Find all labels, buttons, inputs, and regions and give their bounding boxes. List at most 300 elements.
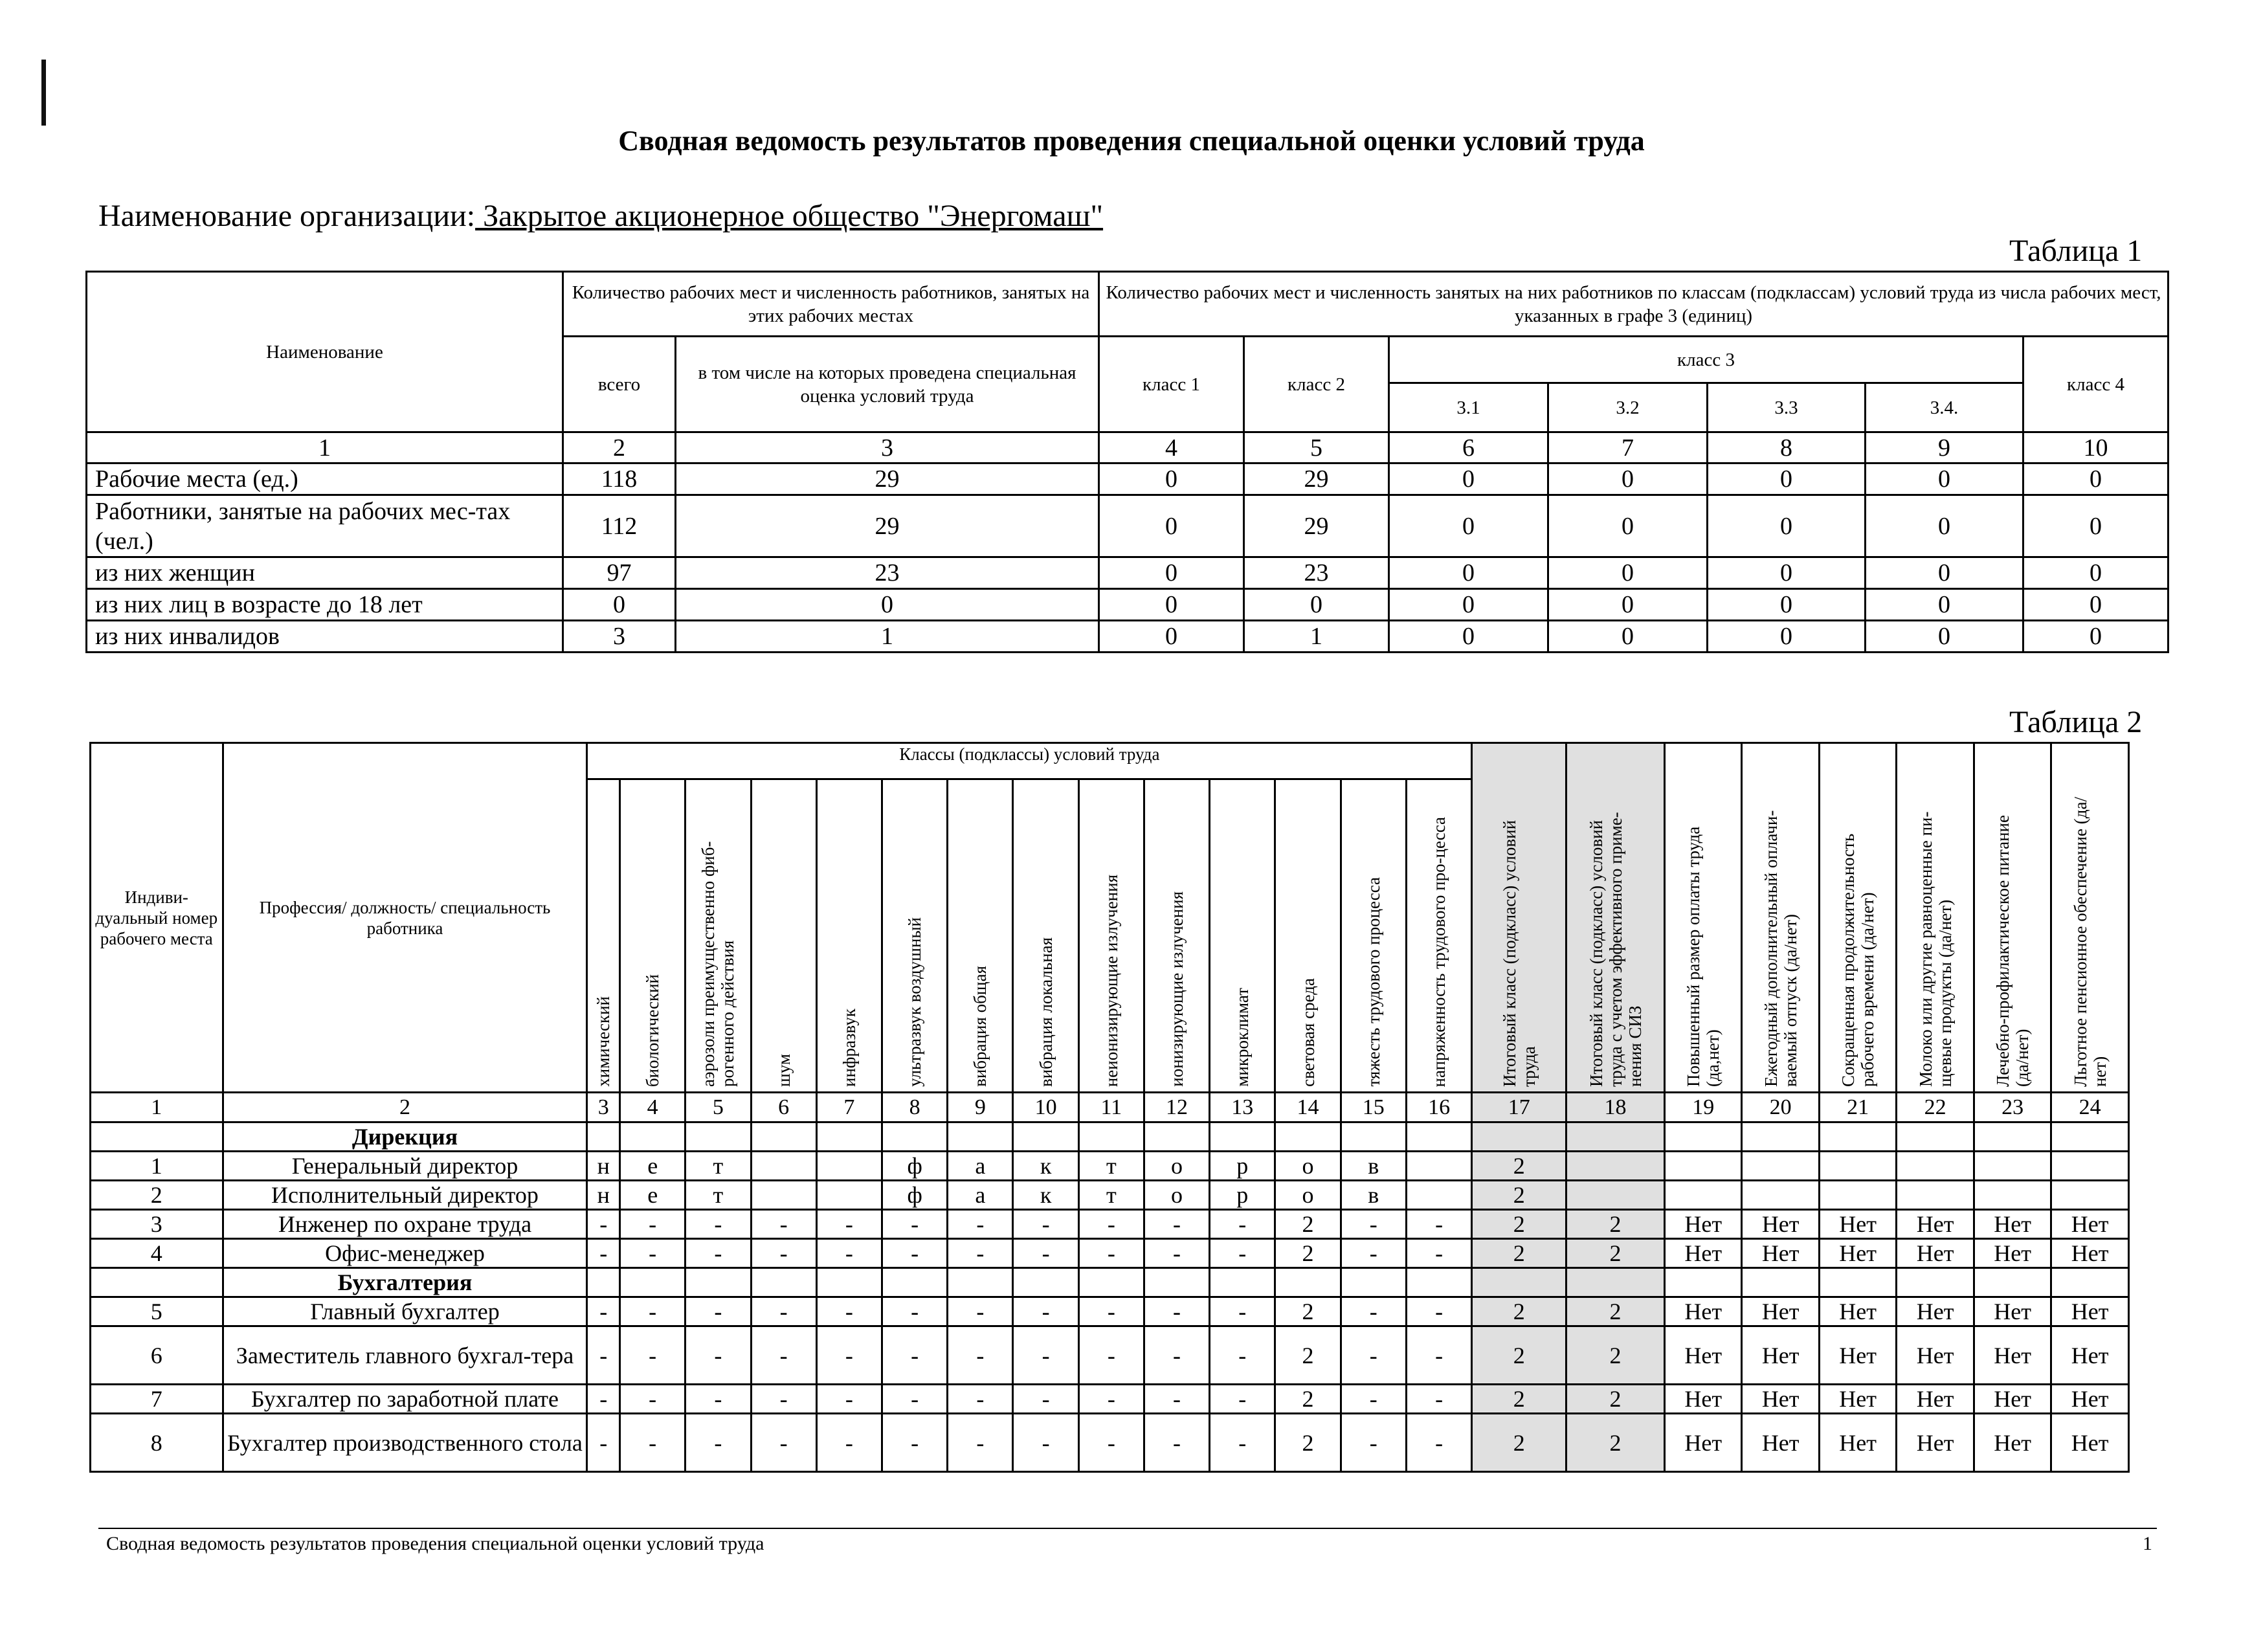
t2-factor-cell: - (1013, 1210, 1078, 1239)
t2-benefit-cell (1664, 1181, 1741, 1210)
t1-cell: 0 (1866, 621, 2023, 653)
t2-factor-cell: - (1078, 1210, 1144, 1239)
t2-colnum: 11 (1078, 1093, 1144, 1122)
t2-header-factor-text: ионизирующие излучения (1167, 891, 1187, 1087)
t2-factor-cell: - (1406, 1239, 1471, 1268)
t2-colnum: 15 (1341, 1093, 1406, 1122)
t2-header-factor (620, 779, 686, 1093)
t2-row-profession: Заместитель главного бухгал-тера (223, 1326, 587, 1385)
t2-header-benefit (2051, 743, 2129, 1093)
t2-benefit-cell: Нет (1819, 1297, 1896, 1326)
t2-cell (1472, 1122, 1566, 1152)
t1-row (87, 495, 2168, 557)
t2-factor-cell: - (620, 1297, 686, 1326)
t2-benefit-cell: Нет (1974, 1326, 2051, 1385)
t1-cell: 0 (1099, 589, 1244, 621)
t2-factor-cell (816, 1152, 882, 1181)
t2-factor-cell: - (686, 1385, 751, 1414)
table2-caption: Таблица 2 (2009, 705, 2143, 739)
t2-header-factor-text: шум (774, 1053, 794, 1087)
t2-factor-cell: - (948, 1414, 1013, 1472)
t2-factor-cell: - (620, 1210, 686, 1239)
t2-cell (1664, 1122, 1741, 1152)
t2-factor-cell: - (1013, 1326, 1078, 1385)
t2-cell (882, 1268, 948, 1297)
t2-factor-cell: - (1013, 1385, 1078, 1414)
t2-factor-cell (816, 1181, 882, 1210)
t1-header-3-1: 3.1 (1389, 383, 1548, 432)
t2-factor-cell: 2 (1275, 1239, 1341, 1268)
t2-factor-cell: - (1144, 1297, 1209, 1326)
t2-factor-cell: - (1210, 1297, 1275, 1326)
t1-cell: 0 (1548, 463, 1708, 495)
t1-header-class3: класс 3 (1389, 337, 2023, 383)
organization-line (98, 198, 1103, 234)
t2-final-siz-cell: 2 (1566, 1210, 1665, 1239)
t2-benefit-cell: Нет (1664, 1385, 1741, 1414)
t2-cell (2051, 1122, 2129, 1152)
t2-row (91, 1385, 2129, 1414)
t2-cell (1742, 1268, 1819, 1297)
t2-cell (1144, 1122, 1209, 1152)
t2-cell (91, 1268, 223, 1297)
t2-header-benefit (1742, 743, 1819, 1093)
t2-section-label: Бухгалтерия (223, 1268, 587, 1297)
t2-header-benefit (1819, 743, 1896, 1093)
t2-benefit-cell: Нет (1742, 1210, 1819, 1239)
t2-benefit-cell: Нет (1974, 1385, 2051, 1414)
t2-row-profession: Исполнительный директор (223, 1181, 587, 1210)
t2-factor-cell: - (948, 1297, 1013, 1326)
t2-benefit-cell (1897, 1181, 1974, 1210)
t2-cell (1472, 1268, 1566, 1297)
t2-factor-cell: 2 (1275, 1210, 1341, 1239)
t1-cell: 29 (676, 463, 1099, 495)
t2-benefit-cell: Нет (2051, 1297, 2129, 1326)
organization-label: Наименование организации: (98, 199, 476, 233)
t2-factor-cell: - (1144, 1326, 1209, 1385)
t2-factor-cell: - (686, 1210, 751, 1239)
t1-cell: 0 (676, 589, 1099, 621)
t2-factor-cell: р (1210, 1152, 1275, 1181)
t2-benefit-cell: Нет (1897, 1210, 1974, 1239)
t2-benefit-cell (1742, 1181, 1819, 1210)
t1-cell: 23 (1244, 557, 1389, 589)
t1-cell: 0 (1866, 557, 2023, 589)
t2-factor-cell: - (751, 1239, 816, 1268)
t2-cell (620, 1268, 686, 1297)
t2-factor-cell: - (686, 1239, 751, 1268)
t2-benefit-cell: Нет (1819, 1414, 1896, 1472)
t2-benefit-cell: Нет (1819, 1239, 1896, 1268)
t2-cell (686, 1122, 751, 1152)
t2-factor-cell: ф (882, 1181, 948, 1210)
t2-cell (1974, 1122, 2051, 1152)
t2-header-benefit (1897, 743, 1974, 1093)
t2-cell (1013, 1122, 1078, 1152)
t2-final-cell: 2 (1472, 1414, 1566, 1472)
t2-factor-cell: - (1406, 1385, 1471, 1414)
t2-factor-cell: - (1341, 1239, 1406, 1268)
t1-cell: 0 (1099, 557, 1244, 589)
t2-header-factor (1406, 779, 1471, 1093)
t2-factor-cell: е (620, 1181, 686, 1210)
t2-cell (1742, 1122, 1819, 1152)
t1-colnum: 9 (1866, 432, 2023, 463)
t1-colnum: 7 (1548, 432, 1708, 463)
t2-factor-cell: - (587, 1297, 620, 1326)
t2-factor-cell: - (1341, 1326, 1406, 1385)
t2-cell (1897, 1268, 1974, 1297)
t2-colnum: 1 (91, 1093, 223, 1122)
t2-cell (587, 1268, 620, 1297)
t2-header-factor (587, 779, 620, 1093)
t1-cell: 0 (1548, 589, 1708, 621)
t2-cell (816, 1122, 882, 1152)
t2-benefit-cell: Нет (1664, 1210, 1741, 1239)
t1-row-label: Рабочие места (ед.) (87, 463, 563, 495)
t2-benefit-cell: Нет (1742, 1326, 1819, 1385)
t1-cell: 0 (1548, 557, 1708, 589)
t2-factor-cell: - (1406, 1326, 1471, 1385)
t1-header-assessed: в том числе на которых проведена специальная оценка условий труда (676, 337, 1099, 432)
t2-header-factor (948, 779, 1013, 1093)
t2-colnum: 17 (1472, 1093, 1566, 1122)
t2-factor-cell: - (1341, 1297, 1406, 1326)
footer-rule (98, 1528, 2157, 1529)
t2-benefit-cell: Нет (1819, 1210, 1896, 1239)
t2-benefit-cell: Нет (1742, 1297, 1819, 1326)
t2-row-id: 5 (91, 1297, 223, 1326)
t1-cell: 0 (1389, 495, 1548, 557)
t2-row (91, 1414, 2129, 1472)
t2-factor-cell: - (816, 1210, 882, 1239)
t1-cell: 0 (563, 589, 676, 621)
t1-cell: 23 (676, 557, 1099, 589)
t2-cell (1819, 1268, 1896, 1297)
t2-cell (948, 1268, 1013, 1297)
t2-row-profession: Генеральный директор (223, 1152, 587, 1181)
t1-header-classes: Количество рабочих мест и численность занятых на них работников по классам (подклассам) условий труда из числа рабочих мест, указанных в графе 3 (единиц) (1099, 272, 2168, 337)
t2-header-factor-text: тяжесть трудового процесса (1363, 877, 1383, 1087)
t2-cell (1406, 1122, 1471, 1152)
organization-name: Закрытое акционерное общество "Энергомаш" (475, 199, 1104, 233)
t2-header-factor-text: ультразвук воздушный (905, 917, 925, 1087)
t2-row-id: 1 (91, 1152, 223, 1181)
t2-colnum: 7 (816, 1093, 882, 1122)
t1-cell: 0 (1548, 495, 1708, 557)
t2-factor-cell: - (620, 1414, 686, 1472)
t2-benefit-cell: Нет (1897, 1414, 1974, 1472)
t2-row (91, 1181, 2129, 1210)
t2-final-siz-cell: 2 (1566, 1297, 1665, 1326)
t1-colnum: 6 (1389, 432, 1548, 463)
t2-benefit-cell (2051, 1152, 2129, 1181)
t1-colnum: 3 (676, 432, 1099, 463)
t2-factor-cell: - (882, 1385, 948, 1414)
t2-factor-cell (1406, 1152, 1471, 1181)
t2-benefit-cell (1742, 1152, 1819, 1181)
t1-header-3-4: 3.4. (1866, 383, 2023, 432)
t2-factor-cell: - (882, 1297, 948, 1326)
t2-header-factor (1341, 779, 1406, 1093)
t2-factor-cell: - (816, 1326, 882, 1385)
t2-colnum: 16 (1406, 1093, 1471, 1122)
t2-factor-cell: - (587, 1414, 620, 1472)
t2-factor-cell: - (620, 1239, 686, 1268)
t2-factor-cell: - (1406, 1297, 1471, 1326)
t2-factor-cell: - (882, 1326, 948, 1385)
t2-cell (948, 1122, 1013, 1152)
t2-header-benefit-text: Повышенный размер оплаты труда (да,нет) (1684, 826, 1723, 1087)
t2-factor-cell: 2 (1275, 1326, 1341, 1385)
t2-header-factor (882, 779, 948, 1093)
t1-cell: 0 (1389, 463, 1548, 495)
t2-row-id: 6 (91, 1326, 223, 1385)
t2-row-profession: Главный бухгалтер (223, 1297, 587, 1326)
t2-benefit-cell: Нет (1664, 1297, 1741, 1326)
t2-factor-cell: - (948, 1239, 1013, 1268)
t2-factor-cell: - (587, 1210, 620, 1239)
t2-cell (1566, 1268, 1665, 1297)
t2-factor-cell: - (1078, 1297, 1144, 1326)
t2-benefit-cell: Нет (2051, 1210, 2129, 1239)
t1-cell: 29 (1244, 495, 1389, 557)
t2-colnum: 12 (1144, 1093, 1209, 1122)
t2-colnum: 8 (882, 1093, 948, 1122)
t2-factor-cell (751, 1152, 816, 1181)
t1-cell: 0 (1708, 463, 1866, 495)
t2-factor-cell: к (1013, 1152, 1078, 1181)
t2-cell (587, 1122, 620, 1152)
t2-column-numbers (91, 1093, 2129, 1122)
t2-benefit-cell: Нет (2051, 1385, 2129, 1414)
t2-factor-cell: - (948, 1326, 1013, 1385)
t2-factor-cell: т (686, 1181, 751, 1210)
t2-benefit-cell: Нет (1742, 1239, 1819, 1268)
t2-factor-cell: р (1210, 1181, 1275, 1210)
t2-factor-cell: - (686, 1297, 751, 1326)
t2-factor-cell: к (1013, 1181, 1078, 1210)
t2-factor-cell: - (620, 1385, 686, 1414)
t2-factor-cell: - (882, 1414, 948, 1472)
t2-row-id: 2 (91, 1181, 223, 1210)
t1-cell: 0 (2023, 495, 2168, 557)
t2-row-id: 3 (91, 1210, 223, 1239)
t1-cell: 0 (1244, 589, 1389, 621)
t2-factor-cell (1406, 1181, 1471, 1210)
t2-header-benefit-text: Ежегодный дополнительный оплачи-ваемый отпуск (да/нет) (1761, 810, 1800, 1087)
t2-final-siz-cell: 2 (1566, 1385, 1665, 1414)
t2-benefit-cell: Нет (1974, 1239, 2051, 1268)
t2-factor-cell: - (1013, 1414, 1078, 1472)
t1-header-total: всего (563, 337, 676, 432)
t2-factor-cell: - (1341, 1210, 1406, 1239)
t2-row (91, 1152, 2129, 1181)
t2-colnum: 10 (1013, 1093, 1078, 1122)
t2-header-classes: Классы (подклассы) условий труда (587, 743, 1472, 779)
t2-factor-cell: - (620, 1326, 686, 1385)
t2-header-benefit-text: Сокращенная продолжительность рабочего времени (да/нет) (1838, 833, 1878, 1087)
t1-row (87, 589, 2168, 621)
t2-row-profession: Бухгалтер производственного стола (223, 1414, 587, 1472)
margin-mark (41, 60, 46, 126)
t2-factor-cell: т (1078, 1181, 1144, 1210)
t2-row-profession: Инженер по охране труда (223, 1210, 587, 1239)
t2-benefit-cell (2051, 1181, 2129, 1210)
t2-cell (751, 1122, 816, 1152)
t1-cell: 1 (676, 621, 1099, 653)
t2-factor-cell: - (1078, 1414, 1144, 1472)
t2-factor-cell: - (882, 1239, 948, 1268)
t2-cell (91, 1122, 223, 1152)
t1-cell: 3 (563, 621, 676, 653)
t2-final-cell: 2 (1472, 1239, 1566, 1268)
t2-cell (1664, 1268, 1741, 1297)
t1-header-3-3: 3.3 (1708, 383, 1866, 432)
t2-section-row (91, 1268, 2129, 1297)
t2-colnum: 2 (223, 1093, 587, 1122)
t1-cell: 0 (1389, 557, 1548, 589)
t1-cell: 1 (1244, 621, 1389, 653)
t2-final-cell: 2 (1472, 1385, 1566, 1414)
t2-final-siz-cell: 2 (1566, 1239, 1665, 1268)
t2-cell (1341, 1122, 1406, 1152)
t2-factor-cell: - (1078, 1326, 1144, 1385)
t1-colnum: 4 (1099, 432, 1244, 463)
t1-cell: 0 (1389, 621, 1548, 653)
t2-cell (1210, 1268, 1275, 1297)
t2-colnum: 18 (1566, 1093, 1665, 1122)
t2-cell (1341, 1268, 1406, 1297)
t1-cell: 0 (1708, 589, 1866, 621)
t1-cell: 0 (1866, 495, 2023, 557)
t2-header-factor-text: световая среда (1298, 978, 1318, 1087)
t1-column-numbers (87, 432, 2168, 463)
t1-row-label: из них лиц в возрасте до 18 лет (87, 589, 563, 621)
footer-text: Сводная ведомость результатов проведения специальной оценки условий труда (106, 1533, 764, 1554)
t1-cell: 0 (1708, 621, 1866, 653)
t1-header-count: Количество рабочих мест и численность работников, занятых на этих рабочих местах (563, 272, 1099, 337)
t2-factor-cell: - (1144, 1210, 1209, 1239)
t1-cell: 0 (1708, 557, 1866, 589)
t2-factor-cell: - (1210, 1326, 1275, 1385)
t2-factor-cell: а (948, 1181, 1013, 1210)
t2-row (91, 1326, 2129, 1385)
t2-factor-cell: - (751, 1414, 816, 1472)
page-number: 1 (2143, 1533, 2152, 1554)
t2-header-factor-text: напряженность трудового про-цесса (1429, 816, 1449, 1087)
t2-factor-cell: - (1210, 1385, 1275, 1414)
t1-header-class4: класс 4 (2023, 337, 2168, 432)
t2-factor-cell: - (1144, 1239, 1209, 1268)
t2-final-siz-cell: 2 (1566, 1414, 1665, 1472)
t2-factor-cell: - (751, 1385, 816, 1414)
t2-header-final-siz (1566, 743, 1665, 1093)
t2-colnum: 21 (1819, 1093, 1896, 1122)
t2-header-factor-text: химический (594, 996, 614, 1087)
table1-caption: Таблица 1 (2009, 234, 2143, 268)
t2-cell (1974, 1268, 2051, 1297)
t2-header-factor (1144, 779, 1209, 1093)
t2-factor-cell: е (620, 1152, 686, 1181)
t2-colnum: 23 (1974, 1093, 2051, 1122)
t2-cell (1819, 1122, 1896, 1152)
t2-factor-cell: о (1144, 1181, 1209, 1210)
t2-colnum: 4 (620, 1093, 686, 1122)
t2-cell (1078, 1268, 1144, 1297)
t1-header-class1: класс 1 (1099, 337, 1244, 432)
t2-final-cell: 2 (1472, 1326, 1566, 1385)
t2-benefit-cell: Нет (1819, 1326, 1896, 1385)
t1-header-name: Наименование (87, 272, 563, 432)
t1-colnum: 8 (1708, 432, 1866, 463)
t2-factor-cell: - (816, 1297, 882, 1326)
t2-colnum: 22 (1897, 1093, 1974, 1122)
t2-benefit-cell: Нет (1897, 1297, 1974, 1326)
t2-factor-cell: н (587, 1181, 620, 1210)
table1 (85, 271, 2169, 653)
t2-benefit-cell: Нет (1819, 1385, 1896, 1414)
t2-row-profession: Бухгалтер по заработной плате (223, 1385, 587, 1414)
t2-section-label: Дирекция (223, 1122, 587, 1152)
t2-header-final (1472, 743, 1566, 1093)
document-title: Сводная ведомость результатов проведения специальной оценки условий труда (618, 125, 1645, 157)
t2-header-factor-text: аэрозоли преимущественно фиб-рогенного действия (698, 841, 738, 1087)
t1-row-label: из них инвалидов (87, 621, 563, 653)
t2-benefit-cell: Нет (1897, 1239, 1974, 1268)
t2-factor-cell: - (686, 1414, 751, 1472)
t2-cell (751, 1268, 816, 1297)
t2-colnum: 20 (1742, 1093, 1819, 1122)
t2-header-factor-text: вибрация локальная (1036, 937, 1056, 1087)
t2-row-id: 8 (91, 1414, 223, 1472)
t2-cell (1078, 1122, 1144, 1152)
t2-header-factor (1275, 779, 1341, 1093)
t2-benefit-cell: Нет (1742, 1385, 1819, 1414)
t1-colnum: 1 (87, 432, 563, 463)
t2-header-factor-text: вибрация общая (970, 966, 990, 1087)
t2-header-factor (1013, 779, 1078, 1093)
t2-factor-cell (751, 1181, 816, 1210)
t2-final-cell: 2 (1472, 1152, 1566, 1181)
t2-benefit-cell: Нет (1664, 1326, 1741, 1385)
t2-factor-cell: н (587, 1152, 620, 1181)
t2-factor-cell: - (1341, 1385, 1406, 1414)
t2-benefit-cell (1664, 1152, 1741, 1181)
t2-factor-cell: т (1078, 1152, 1144, 1181)
t2-factor-cell: о (1144, 1152, 1209, 1181)
t2-header-factor (751, 779, 816, 1093)
t2-benefit-cell: Нет (2051, 1414, 2129, 1472)
t2-benefit-cell: Нет (1742, 1414, 1819, 1472)
t2-cell (2051, 1268, 2129, 1297)
t2-header-benefit-text: Льготное пенсионное обеспечение (да/нет) (2070, 797, 2110, 1087)
t2-factor-cell: - (587, 1326, 620, 1385)
t1-cell: 29 (1244, 463, 1389, 495)
t2-factor-cell: - (816, 1414, 882, 1472)
t2-final-siz-cell (1566, 1181, 1665, 1210)
t2-row (91, 1210, 2129, 1239)
t2-header-factor-text: инфразвук (839, 1009, 859, 1087)
t2-colnum: 14 (1275, 1093, 1341, 1122)
t1-cell: 0 (2023, 589, 2168, 621)
t2-benefit-cell: Нет (1664, 1414, 1741, 1472)
t2-benefit-cell: Нет (1897, 1326, 1974, 1385)
t2-cell (1210, 1122, 1275, 1152)
t2-factor-cell: - (1210, 1414, 1275, 1472)
table2 (89, 742, 2130, 1473)
